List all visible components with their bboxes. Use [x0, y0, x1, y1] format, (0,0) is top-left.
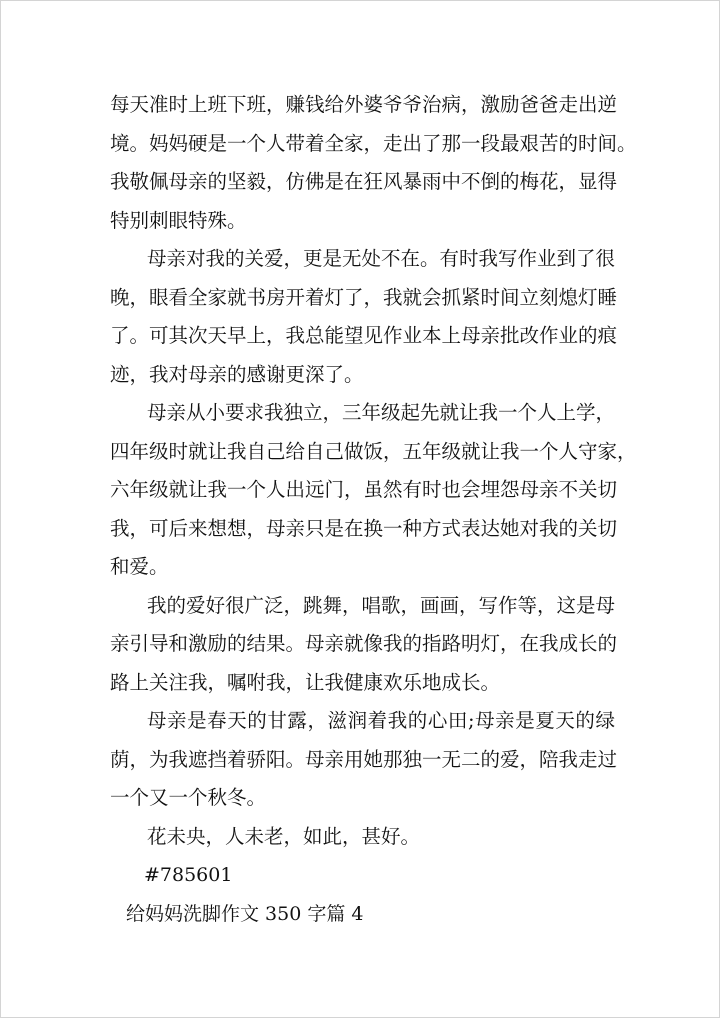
text-line: 特别刺眼特殊。: [110, 208, 247, 232]
paragraph-3: [110, 394, 637, 587]
text-line: 母亲对我的关爱，更是无处不在。有时我写作业到了很: [147, 247, 616, 270]
text-line: 母亲是春天的甘露，滋润着我的心田;母亲是夏天的绿: [147, 709, 615, 732]
text-line: 每天准时上班下班，赚钱给外婆爷爷治病，激励爸爸走出逆: [110, 93, 618, 116]
text-line: 了。可其次天早上，我总能望见作业本上母亲批改作业的痕: [110, 324, 618, 347]
paragraph-2: [110, 240, 618, 394]
paragraph-4: [110, 587, 618, 703]
hash-marker: #785601: [144, 864, 233, 886]
text-line: 荫，为我遮挡着骄阳。母亲用她那独一无二的爱，陪我走过: [110, 747, 618, 771]
text-line: 花未央，人未老，如此，甚好。: [147, 824, 421, 848]
document-page: [110, 86, 637, 933]
section-heading: 给妈妈洗脚作文 350 字篇 4: [126, 902, 364, 925]
text-line: 母亲从小要求我独立，三年级起先就让我一个人上学，: [147, 401, 616, 424]
text-line: 和爱。: [110, 555, 169, 578]
text-line: 路上关注我，嘱咐我，让我健康欢乐地成长。: [110, 670, 501, 694]
text-line: 境。妈妈硬是一个人带着全家，走出了那一段最艰苦的时间。: [110, 131, 637, 155]
text-line: 四年级时就让我自己给自己做饭，五年级就让我一个人守家，: [110, 439, 637, 463]
text-line: 一个又一个秋冬。: [110, 786, 267, 809]
text-line: 亲引导和激励的结果。母亲就像我的指路明灯，在我成长的: [110, 632, 618, 655]
text-line: 我的爱好很广泛，跳舞，唱歌，画画，写作等，这是母: [147, 593, 616, 617]
text-line: 六年级就让我一个人出远门，虽然有时也会埋怨母亲不关切: [110, 478, 618, 501]
paragraph-6: [110, 818, 615, 857]
text-line: 我，可后来想想，母亲只是在换一种方式表达她对我的关切: [110, 516, 618, 540]
paragraph-1: [110, 86, 637, 240]
text-line: 迹，我对母亲的感谢更深了。: [110, 362, 364, 386]
text-line: 晚，眼看全家就书房开着灯了，我就会抓紧时间立刻熄灯睡: [110, 285, 618, 309]
text-line: 我敬佩母亲的坚毅，仿佛是在狂风暴雨中不倒的梅花，显得: [110, 170, 618, 193]
paragraph-5: [110, 702, 618, 818]
